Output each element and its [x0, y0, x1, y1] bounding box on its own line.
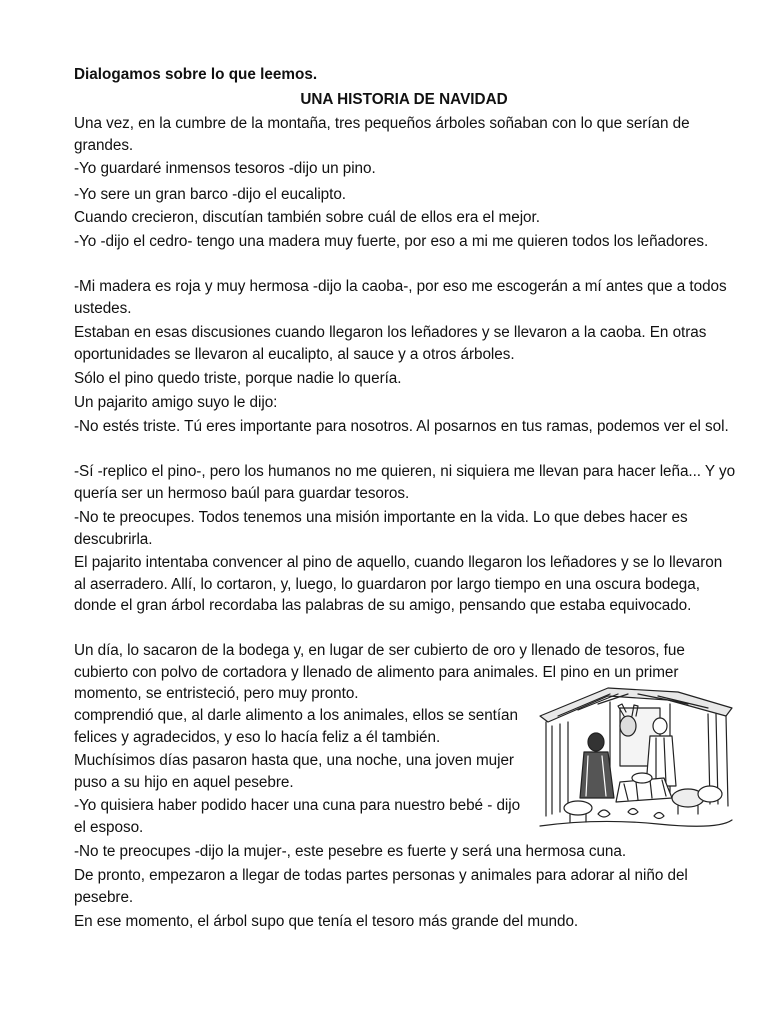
- paragraph: -Yo sere un gran barco -dijo el eucalipto.: [74, 186, 346, 203]
- paragraph: -Yo guardaré inmensos tesoros -dijo un pino.: [74, 160, 376, 177]
- paragraph: -Mi madera es roja y muy hermosa -dijo la caoba-, por eso me escogerán a mí antes que a todos ustedes.: [74, 278, 727, 317]
- paragraph: Cuando crecieron, discutían también sobre cuál de ellos era el mejor.: [74, 209, 540, 226]
- paragraph: Un día, lo sacaron de la bodega y, en lugar de ser cubierto de oro y llenado de tesoros, fue cubierto con polvo de cortadora y llenado de alimento para animales. El pino en un primer momento, se entristeció, pero muy pronto.: [74, 642, 685, 703]
- paragraph: -No te preocupes. Todos tenemos una misión importante en la vida. Lo que debes hacer es descubrirla.: [74, 509, 688, 548]
- story-title: UNA HISTORIA DE NAVIDAD: [300, 91, 508, 108]
- paragraph: Un pajarito amigo suyo le dijo:: [74, 394, 278, 411]
- paragraph: comprendió que, al darle alimento a los animales, ellos se sentían felices y agradecidos, y eso lo hacía feliz a él también.: [74, 707, 518, 746]
- paragraph: El pajarito intentaba convencer al pino de aquello, cuando llegaron los leñadores y se lo llevaron al aserradero. Allí, lo cortaron, y, luego, lo guardaron por largo tiempo en una oscura bodega, donde el gran árbol recordaba las palabras de su amigo, pensando que estaba equivocado.: [74, 554, 723, 615]
- section-heading: Dialogamos sobre lo que leemos.: [74, 66, 318, 83]
- paragraph: -No te preocupes -dijo la mujer-, este pesebre es fuerte y será una hermosa cuna.: [74, 843, 627, 860]
- paragraph: -Yo -dijo el cedro- tengo una madera muy fuerte, por eso a mi me quieren todos los leñadores.: [74, 233, 709, 250]
- paragraph: En ese momento, el árbol supo que tenía el tesoro más grande del mundo.: [74, 913, 579, 930]
- paragraph: Una vez, en la cumbre de la montaña, tres pequeños árboles soñaban con lo que serían de grandes.: [74, 115, 690, 154]
- paragraph: Estaban en esas discusiones cuando llegaron los leñadores y se llevaron a la caoba. En otras oportunidades se llevaron al eucalipto, al sauce y a otros árboles.: [74, 324, 707, 363]
- paragraph: -Sí -replico el pino-, pero los humanos no me quieren, ni siquiera me llevan para hacer leña... Y yo quería ser un hermoso baúl para guardar tesoros.: [74, 463, 736, 502]
- paragraph: De pronto, empezaron a llegar de todas partes personas y animales para adorar al niño del pesebre.: [74, 867, 688, 906]
- paragraph: Muchísimos días pasaron hasta que, una noche, una joven mujer puso a su hijo en aquel pesebre.: [74, 752, 514, 791]
- paragraph: -Yo quisiera haber podido hacer una cuna para nuestro bebé - dijo el esposo.: [74, 797, 521, 836]
- nativity-illustration: [538, 686, 734, 830]
- paragraph: Sólo el pino quedo triste, porque nadie lo quería.: [74, 370, 402, 387]
- paragraph: -No estés triste. Tú eres importante para nosotros. Al posarnos en tus ramas, podemos ver el sol.: [74, 418, 729, 435]
